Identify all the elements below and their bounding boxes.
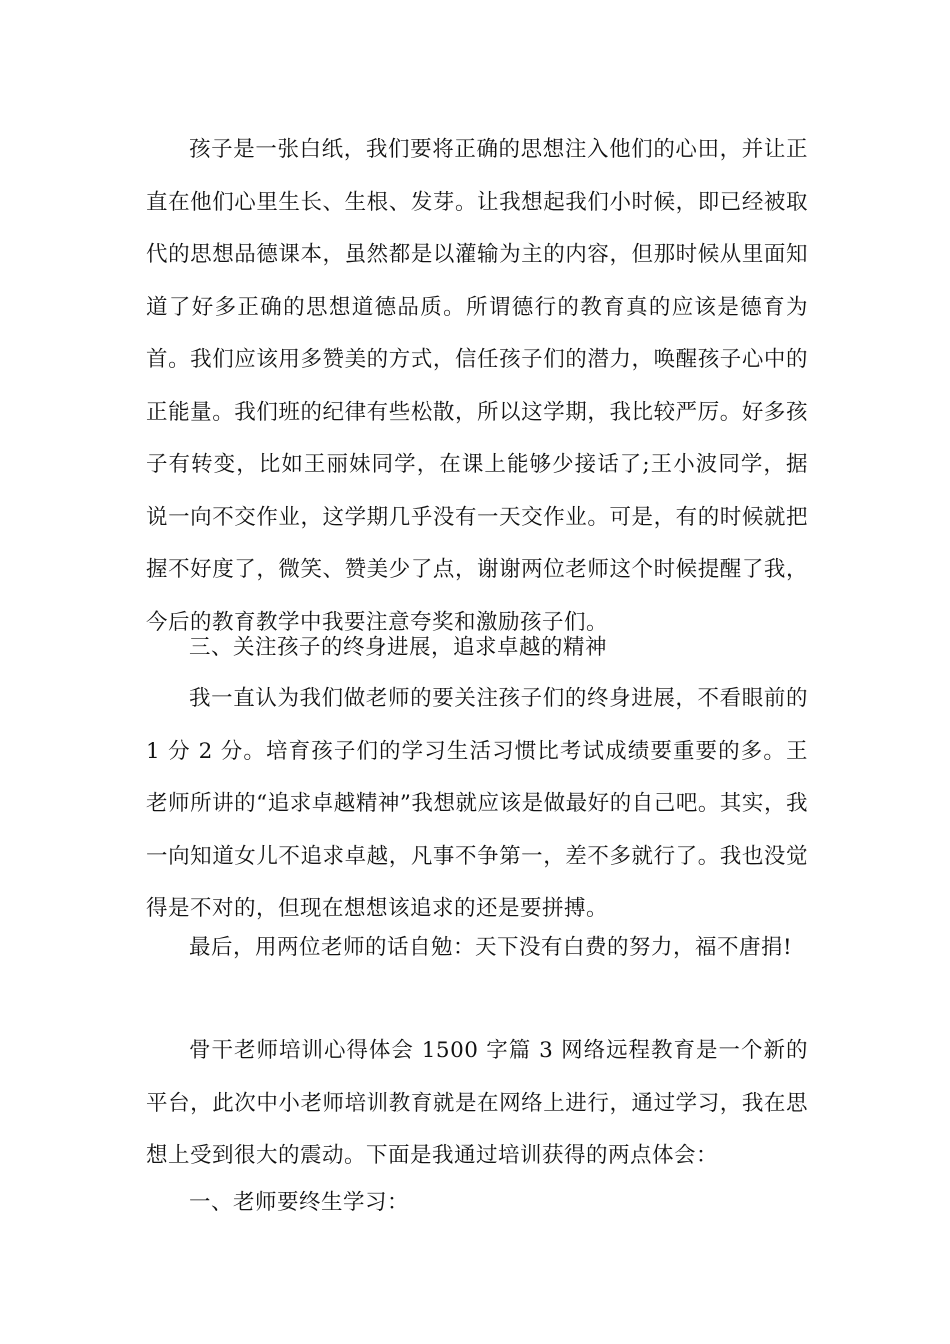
paragraph-lifelong-development: 我一直认为我们做老师的要关注孩子们的终身进展，不看眼前的 1 分 2 分。培育孩子们的学习生活习惯比考试成绩要重要的多。王老师所讲的“追求卓越精神”我想就应该是做最好的自己吧。其实，我一向知道女儿不追求卓越，凡事不争第一，差不多就行了。我也没觉得是不对的，但现在想想该追求的还是要拼搏。 [146, 686, 808, 921]
paragraph-children-moral-education: 孩子是一张白纸，我们要将正确的思想注入他们的心田，并让正直在他们心里生长、生根、发芽。让我想起我们小时候，即已经被取代的思想品德课本，虽然都是以灌输为主的内容，但那时候从里面知道了好多正确的思想道德品质。所谓德行的教育真的应该是德育为首。我们应该用多赞美的方式，信任孩子们的潜力，唤醒孩子心中的正能量。我们班的纪律有些松散，所以这学期，我比较严厉。好多孩子有转变，比如王丽妹同学，在课上能够少接话了;王小波同学，据说一向不交作业，这学期几乎没有一天交作业。可是，有的时候就把握不好度了，微笑、赞美少了点，谢谢两位老师这个时候提醒了我，今后的教育教学中我要注意夸奖和激励孩子们。 [146, 137, 808, 635]
section-heading-3: 三、关注孩子的终身进展，追求卓越的精神 [189, 635, 608, 660]
section-heading-1: 一、老师要终生学习： [189, 1190, 410, 1215]
paragraph-closing-motto: 最后，用两位老师的话自勉：天下没有白费的努力，福不唐捐! [189, 935, 793, 960]
paragraph-article-3-intro: 骨干老师培训心得体会 1500 字篇 3 网络远程教育是一个新的平台，此次中小老师培训教育就是在网络上进行，通过学习，我在思想上受到很大的震动。下面是我通过培训获得的两点体会： [146, 1038, 808, 1168]
